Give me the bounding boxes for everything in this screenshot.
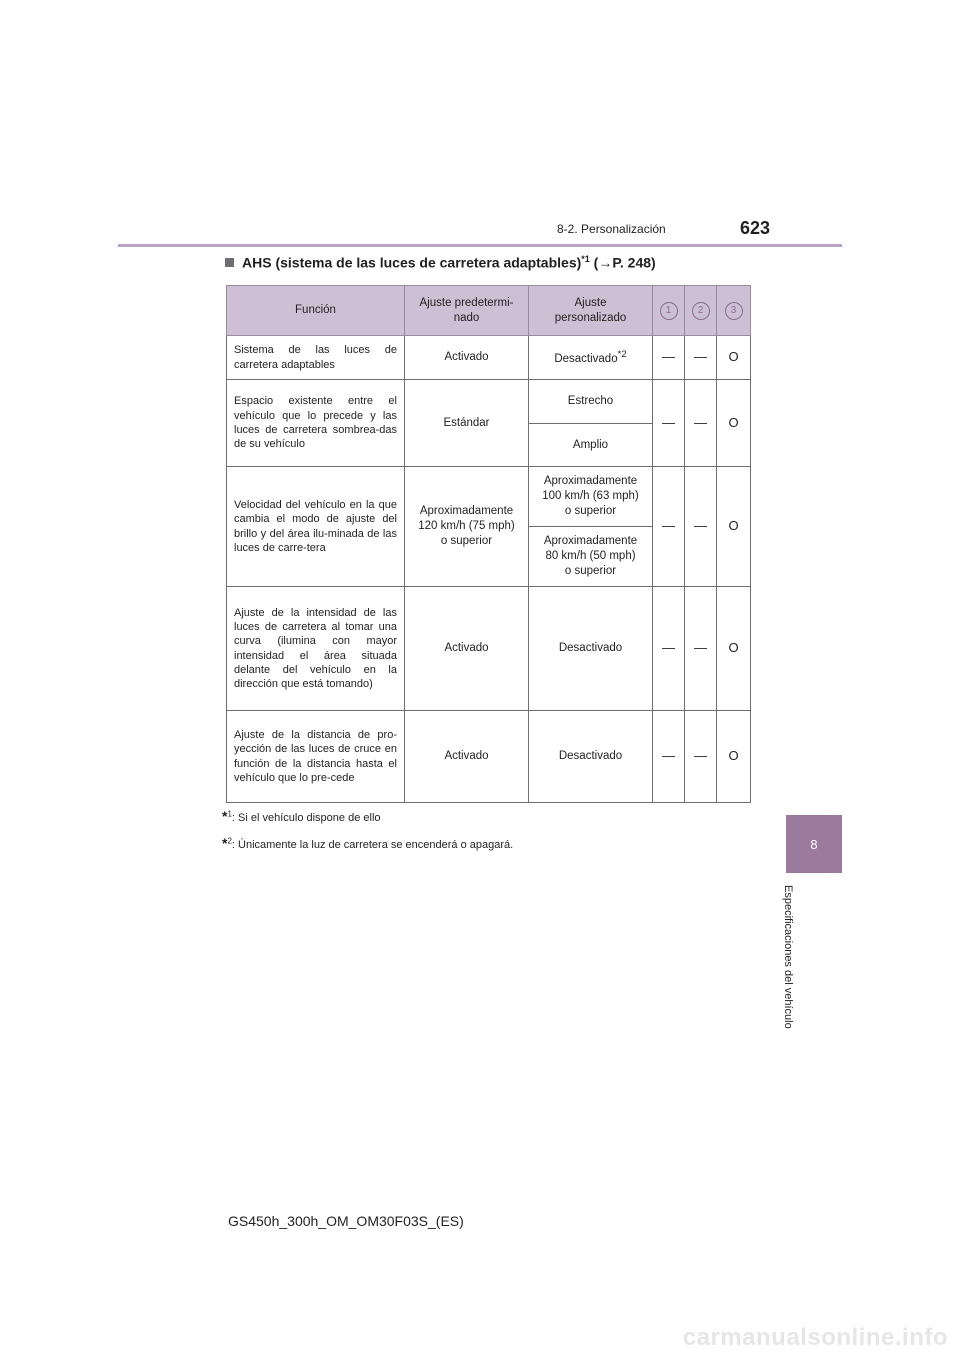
header-section-title: 8-2. Personalización (557, 222, 666, 236)
table-row (227, 587, 751, 711)
col3-cell: O (717, 711, 751, 803)
custom-cell: Aproximadamente 100 km/h (63 mph) o superior (529, 467, 653, 527)
footnote-mark: *2 (617, 348, 627, 360)
col1-cell: — (653, 587, 685, 711)
bullet-square-icon (225, 258, 234, 267)
header-col-1 (653, 286, 685, 336)
default-cell: Activado (405, 587, 529, 711)
chapter-tab (786, 815, 842, 873)
custom-cell: Amplio (529, 424, 653, 467)
page-reference-link[interactable]: (→P. 248) (589, 254, 656, 271)
col3-cell: O (717, 587, 751, 711)
col2-cell: — (685, 380, 717, 467)
col1-cell: — (653, 336, 685, 380)
default-cell: Aproximadamente 120 km/h (75 mph) o superior (405, 467, 529, 587)
header-function: Función (227, 286, 405, 336)
number-3-icon: 3 (725, 302, 743, 320)
settings-table (226, 285, 751, 803)
function-cell: Espacio existente entre el vehículo que lo precede y las luces de carretera sombrea-das de su vehículo (227, 380, 405, 467)
default-cell: Activado (405, 336, 529, 380)
watermark: carmanualsonline.info (682, 1324, 948, 1351)
col3-cell: O (717, 467, 751, 587)
col2-cell: — (685, 711, 717, 803)
custom-cell: Desactivado$^{*2}$ (529, 336, 653, 380)
col1-cell: — (653, 467, 685, 587)
col1-cell: — (653, 380, 685, 467)
section-title-footnote-mark: *1 (581, 254, 590, 264)
custom-cell: Desactivado (529, 587, 653, 711)
chapter-label-text: Especificaciones del vehículo (782, 885, 794, 1029)
page-number: 623 (740, 218, 771, 238)
header-custom: Ajuste personalizado (529, 286, 653, 336)
default-cell: Estándar (405, 380, 529, 467)
header-col-3 (717, 286, 751, 336)
header-col-2 (685, 286, 717, 336)
section-heading (225, 254, 656, 271)
col3-cell: O (717, 380, 751, 467)
col3-cell: O (717, 336, 751, 380)
table-row (227, 336, 751, 380)
header-default: Ajuste predetermi- nado (405, 286, 529, 336)
default-cell: Activado (405, 711, 529, 803)
function-cell: Velocidad del vehículo en la que cambia el modo de ajuste del brillo y del área ilu-minada de las luces de carre-tera (227, 467, 405, 587)
section-title-text: AHS (sistema de las luces de carretera adaptables) (242, 254, 582, 271)
header-divider (118, 244, 842, 247)
footnote-2: *$^2$: Únicamente la luz de carretera se encenderá o apagará. (222, 835, 514, 851)
table-header-row (227, 286, 751, 336)
table-row (227, 467, 751, 527)
number-1-icon: 1 (660, 302, 678, 320)
col2-cell: — (685, 587, 717, 711)
function-cell: Ajuste de la intensidad de las luces de carretera al tomar una curva (ilumina con mayor intensidad el área situada delante del vehículo en la dirección que está tomando) (227, 587, 405, 711)
table-row (227, 380, 751, 424)
number-2-icon: 2 (692, 302, 710, 320)
custom-cell: Estrecho (529, 380, 653, 424)
col1-cell: — (653, 711, 685, 803)
function-cell: Sistema de las luces de carretera adaptables (227, 336, 405, 380)
custom-cell: Aproximadamente 80 km/h (50 mph) o superior (529, 527, 653, 587)
col2-cell: — (685, 336, 717, 380)
col2-cell: — (685, 467, 717, 587)
footnote-1: *$^1$: Si el vehículo dispone de ello (222, 808, 381, 824)
function-cell: Ajuste de la distancia de pro-yección de las luces de cruce en función de la distancia hasta el vehículo que lo pre-cede (227, 711, 405, 803)
chapter-label (784, 885, 804, 1055)
chapter-number: 8 (810, 836, 818, 852)
custom-cell: Desactivado (529, 711, 653, 803)
document-code: GS450h_300h_OM_OM30F03S_(ES) (228, 1213, 464, 1229)
table-row (227, 711, 751, 803)
